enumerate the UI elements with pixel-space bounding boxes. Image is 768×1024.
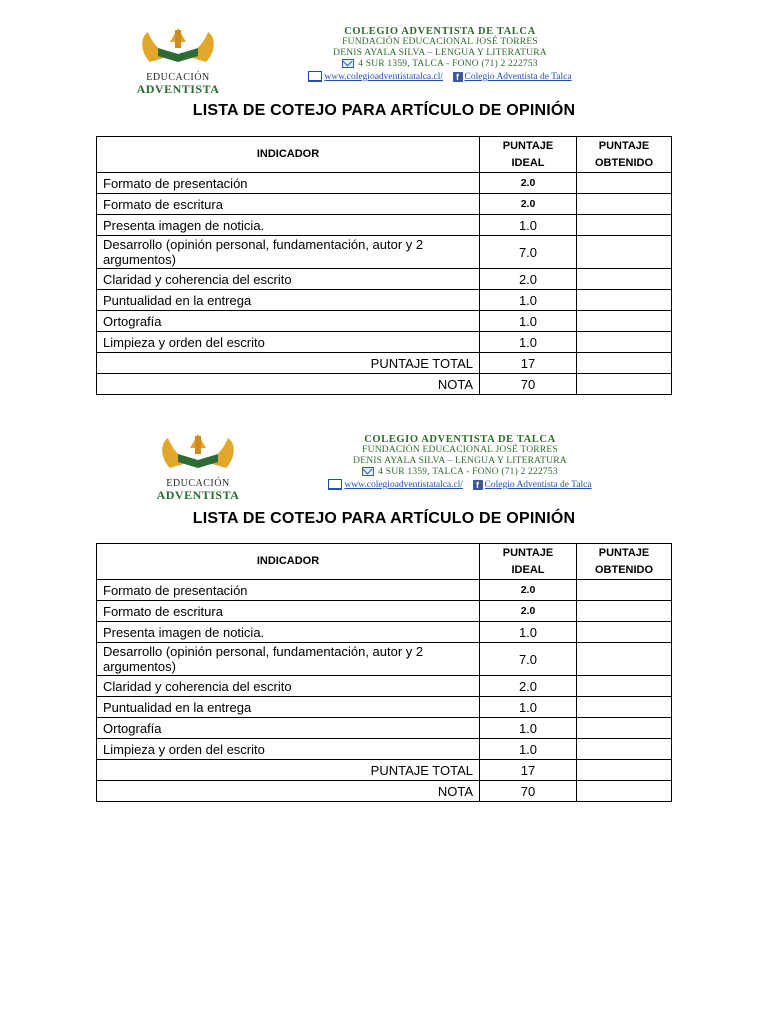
row-ideal: 1.0 (480, 739, 577, 760)
facebook-link[interactable]: Colegio Adventista de Talca (464, 72, 572, 82)
grade-obtained-cell[interactable] (577, 781, 672, 802)
row-obtained-cell[interactable] (577, 643, 672, 676)
table-row (97, 739, 672, 760)
header-ideal-line1: PUNTAJE (502, 139, 554, 152)
row-obtained-cell[interactable] (577, 194, 672, 215)
total-obtained-cell[interactable] (577, 760, 672, 781)
total-value: 17 (480, 353, 577, 374)
teacher-subject: DENIS AYALA SILVA – LENGUA Y LITERATURA (353, 456, 567, 466)
row-indicator: Formato de presentación (97, 173, 480, 194)
facebook-link[interactable]: Colegio Adventista de Talca (484, 480, 592, 490)
table-row (97, 676, 672, 697)
grade-value: 70 (480, 781, 577, 802)
total-value: 17 (480, 760, 577, 781)
row-obtained-cell[interactable] (577, 236, 672, 269)
table-row (97, 236, 672, 269)
total-label: PUNTAJE TOTAL (97, 353, 480, 374)
school-name: COLEGIO ADVENTISTA DE TALCA (364, 434, 556, 445)
document-title: LISTA DE COTEJO PARA ARTÍCULO DE OPINIÓN (192, 510, 576, 527)
row-indicator: Desarrollo (opinión personal, fundamentación, autor y 2 argumentos) (97, 643, 480, 676)
row-ideal: 1.0 (480, 290, 577, 311)
row-obtained-cell[interactable] (577, 580, 672, 601)
logo-text-adventist: ADVENTISTA (156, 488, 240, 502)
school-header (260, 26, 620, 84)
grade-obtained-cell[interactable] (577, 374, 672, 395)
rubric-section-1 (0, 0, 768, 410)
row-ideal: 1.0 (480, 215, 577, 236)
grade-row (97, 374, 672, 395)
table-row (97, 601, 672, 622)
row-ideal: 1.0 (480, 332, 577, 353)
header-obtained-line1: PUNTAJE (598, 139, 650, 152)
website-link[interactable]: www.colegioadventistatalca.cl/ (344, 480, 464, 490)
row-obtained-cell[interactable] (577, 697, 672, 718)
foundation-name: FUNDACIÓN EDUCACIONAL JOSÉ TORRES (362, 445, 558, 455)
table-header-row (97, 544, 672, 580)
row-ideal: 7.0 (480, 236, 577, 269)
grade-value: 70 (480, 374, 577, 395)
table-row (97, 311, 672, 332)
table-row (97, 290, 672, 311)
header-obtained-line2: OBTENIDO (594, 156, 654, 169)
grade-label: NOTA (97, 781, 480, 802)
table-row (97, 215, 672, 236)
header-ideal-line2: IDEAL (511, 156, 545, 169)
total-row (97, 760, 672, 781)
row-obtained-cell[interactable] (577, 269, 672, 290)
row-obtained-cell[interactable] (577, 718, 672, 739)
rubric-table (96, 543, 672, 802)
address-line (260, 59, 620, 70)
table-row (97, 332, 672, 353)
contact-links (260, 71, 620, 84)
header-ideal (480, 137, 577, 173)
row-ideal: 2.0 (480, 580, 577, 601)
grade-row (97, 781, 672, 802)
table-row (97, 194, 672, 215)
header-indicator: INDICADOR (97, 137, 480, 173)
row-obtained-cell[interactable] (577, 739, 672, 760)
facebook-icon: f (453, 72, 463, 82)
school-logo (150, 428, 246, 502)
table-row (97, 269, 672, 290)
grade-label: NOTA (97, 374, 480, 395)
contact-links (280, 479, 640, 492)
row-indicator: Puntualidad en la entrega (97, 290, 480, 311)
total-label: PUNTAJE TOTAL (97, 760, 480, 781)
document-title: LISTA DE COTEJO PARA ARTÍCULO DE OPINIÓN (192, 102, 576, 119)
school-logo (130, 22, 226, 96)
school-header (280, 434, 640, 492)
row-indicator: Ortografía (97, 718, 480, 739)
row-indicator: Limpieza y orden del escrito (97, 739, 480, 760)
header-obtained (577, 137, 672, 173)
row-obtained-cell[interactable] (577, 332, 672, 353)
table-row (97, 622, 672, 643)
row-indicator: Formato de escritura (97, 194, 480, 215)
table-row (97, 697, 672, 718)
laptop-icon (308, 71, 322, 82)
total-obtained-cell[interactable] (577, 353, 672, 374)
row-indicator: Puntualidad en la entrega (97, 697, 480, 718)
row-ideal: 1.0 (480, 311, 577, 332)
row-indicator: Claridad y coherencia del escrito (97, 269, 480, 290)
mail-icon (362, 467, 374, 476)
row-ideal: 2.0 (480, 676, 577, 697)
rubric-table (96, 136, 672, 395)
foundation-name: FUNDACIÓN EDUCACIONAL JOSÉ TORRES (342, 37, 538, 47)
mail-icon (342, 59, 354, 68)
logo-text-education: EDUCACIÓN (166, 478, 230, 489)
row-ideal: 2.0 (480, 601, 577, 622)
row-obtained-cell[interactable] (577, 676, 672, 697)
header-obtained-line1: PUNTAJE (598, 546, 650, 559)
row-ideal: 1.0 (480, 622, 577, 643)
address-text: 4 SUR 1359, TALCA - FONO (71) 2 222753 (358, 59, 538, 69)
facebook-icon: f (473, 480, 483, 490)
row-indicator: Claridad y coherencia del escrito (97, 676, 480, 697)
row-indicator: Presenta imagen de noticia. (97, 215, 480, 236)
row-indicator: Desarrollo (opinión personal, fundamentación, autor y 2 argumentos) (97, 236, 480, 269)
row-ideal: 1.0 (480, 718, 577, 739)
header-indicator: INDICADOR (97, 544, 480, 580)
total-row (97, 353, 672, 374)
row-ideal: 2.0 (480, 269, 577, 290)
row-obtained-cell[interactable] (577, 601, 672, 622)
row-ideal: 1.0 (480, 697, 577, 718)
row-indicator: Limpieza y orden del escrito (97, 332, 480, 353)
laptop-icon (328, 479, 342, 490)
row-obtained-cell[interactable] (577, 173, 672, 194)
header-obtained (577, 544, 672, 580)
school-name: COLEGIO ADVENTISTA DE TALCA (344, 26, 536, 37)
rubric-section-2 (0, 408, 768, 818)
website-link[interactable]: www.colegioadventistatalca.cl/ (324, 72, 444, 82)
adventist-education-emblem-icon (150, 428, 246, 476)
row-indicator: Formato de presentación (97, 580, 480, 601)
table-header-row (97, 137, 672, 173)
table-row (97, 173, 672, 194)
adventist-education-emblem-icon (130, 22, 226, 70)
row-ideal: 2.0 (480, 194, 577, 215)
table-row (97, 718, 672, 739)
header-ideal-line1: PUNTAJE (502, 546, 554, 559)
header-obtained-line2: OBTENIDO (594, 563, 654, 576)
row-obtained-cell[interactable] (577, 215, 672, 236)
table-row (97, 580, 672, 601)
row-obtained-cell[interactable] (577, 290, 672, 311)
row-indicator: Presenta imagen de noticia. (97, 622, 480, 643)
header-ideal-line2: IDEAL (511, 563, 545, 576)
logo-text-adventist: ADVENTISTA (136, 82, 220, 96)
address-line (280, 467, 640, 478)
row-indicator: Ortografía (97, 311, 480, 332)
address-text: 4 SUR 1359, TALCA - FONO (71) 2 222753 (378, 467, 558, 477)
table-row (97, 643, 672, 676)
row-indicator: Formato de escritura (97, 601, 480, 622)
teacher-subject: DENIS AYALA SILVA – LENGUA Y LITERATURA (333, 48, 547, 58)
row-ideal: 2.0 (480, 173, 577, 194)
row-obtained-cell[interactable] (577, 311, 672, 332)
row-ideal: 7.0 (480, 643, 577, 676)
row-obtained-cell[interactable] (577, 622, 672, 643)
logo-text-education: EDUCACIÓN (146, 72, 210, 83)
header-ideal (480, 544, 577, 580)
